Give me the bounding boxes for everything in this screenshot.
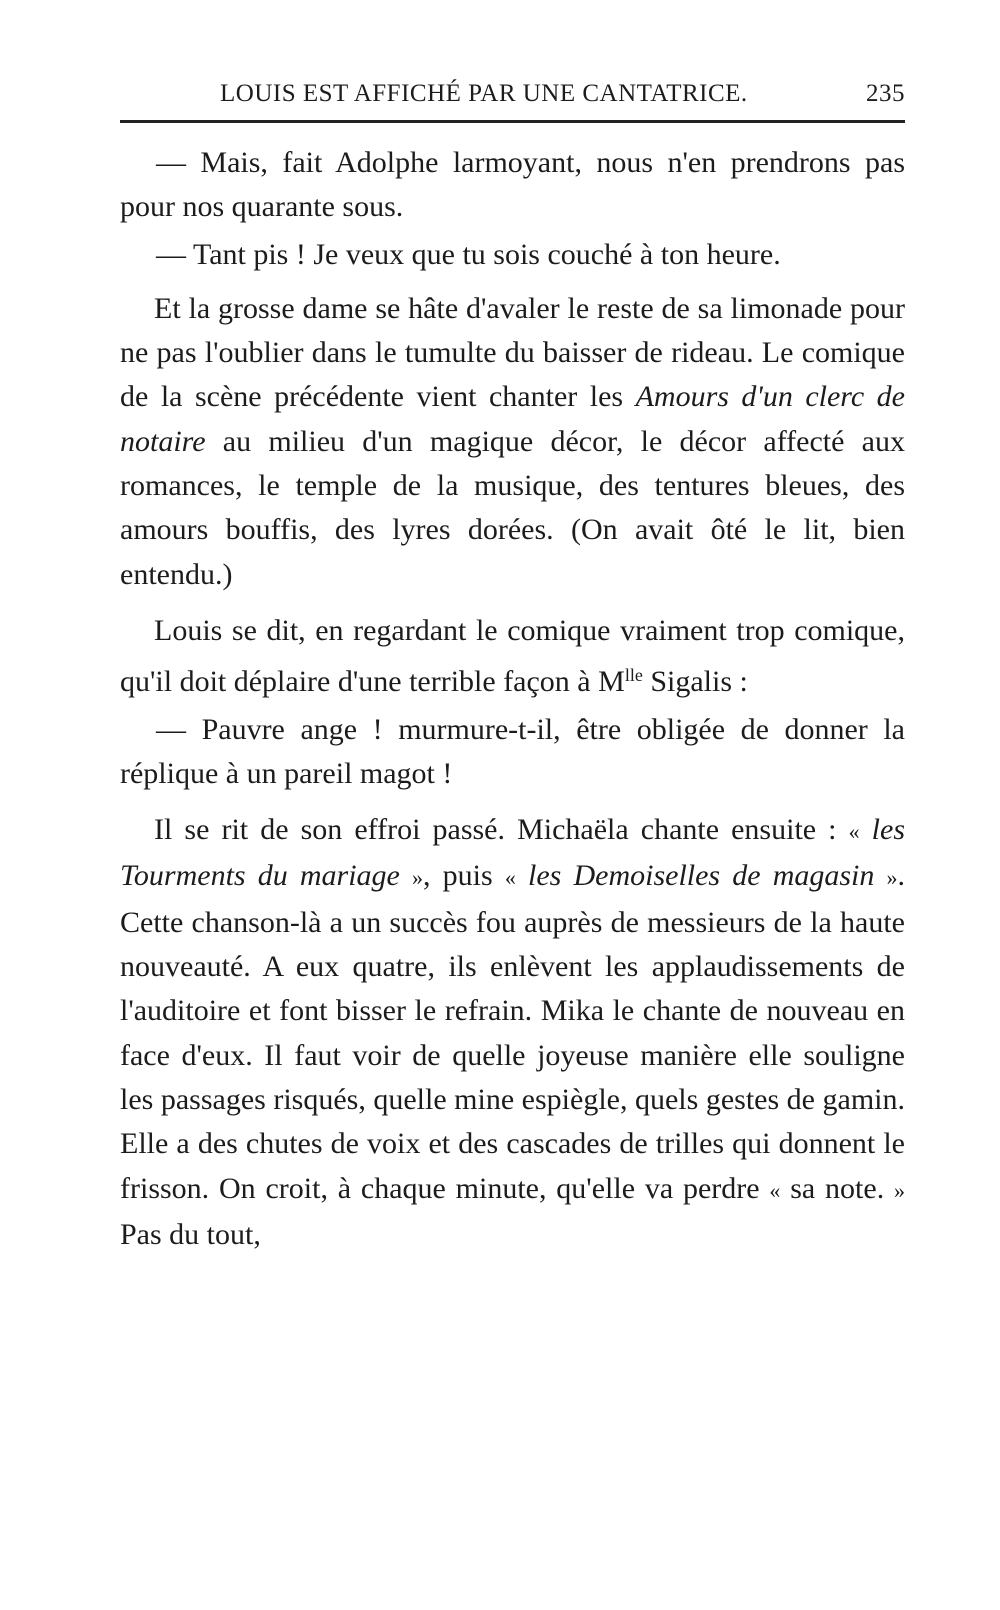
page-body: [120, 141, 905, 1257]
page-number: 235: [866, 80, 905, 107]
paragraph-6-between: , puis: [423, 859, 505, 893]
song-title-tourments: les Tourments du mariage: [120, 813, 905, 893]
close-quote-1: »: [412, 865, 424, 891]
running-head: [120, 72, 905, 112]
song-title-demoiselles: les Demoiselles de magasin: [528, 859, 875, 893]
open-quote-1: «: [848, 819, 860, 845]
header-rule: [120, 120, 905, 123]
paragraph-4-text: Louis se dit, en regardant le comique vraiment trop comique, qu'il doit déplaire d'une terrible façon à: [120, 613, 905, 699]
quoted-phrase: sa note.: [790, 1171, 885, 1205]
paragraph-6: [120, 808, 905, 1257]
paragraph-3: [120, 287, 905, 597]
song-title-amours: Amours d'un clerc de notaire: [120, 380, 905, 458]
honorific-superscript: lle: [624, 665, 643, 686]
running-title: LOUIS EST AFFICHÉ PAR UNE CANTATRICE.: [220, 80, 748, 107]
close-quote-3: »: [894, 1177, 906, 1203]
paragraph-3-text-a: Et la grosse dame se hâte d'avaler le reste de sa limonade pour ne pas l'oublier dans le tumulte du baisser de rideau. Le comique de la scène précédente vient chanter les: [120, 291, 905, 414]
paragraph-3-text-b: au milieu d'un magique décor, le décor affecté aux romances, le temple de la musique, des tentures bleues, des amours bouffis, des lyres dorées. (On avait ôté le lit, bien entendu.): [120, 424, 905, 591]
paragraph-2: — Tant pis ! Je veux que tu sois couché à ton heure.: [156, 237, 781, 271]
paragraph-1: — Mais, fait Adolphe larmoyant, nous n'en prendrons pas pour nos quarante sous.: [120, 146, 905, 224]
open-quote-3: «: [769, 1177, 781, 1203]
sigalis-name: Sigalis :: [642, 665, 748, 699]
paragraph-5: — Pauvre ange ! murmure-t-il, être obligée de donner la réplique à un pareil magot !: [120, 712, 905, 790]
book-page: [120, 72, 905, 1257]
paragraph-4: [120, 609, 905, 705]
paragraph-6-ending: Pas du tout,: [120, 1217, 261, 1251]
paragraph-6-rest: . Cette chanson-là a un succès fou auprès de messieurs de la haute nouveauté. A eux quatre, ils enlèvent les applaudissements de l'auditoire et font bisser le refrain. Mika le chante de nouveau en face d'eux. Il faut voir de quelle joyeuse manière elle souligne les passages risqués, quelle mine espiègle, quels gestes de gamin. Elle a des chutes de voix et des cascades de trilles qui donnent le frisson. On croit, à chaque minute, qu'elle va perdre: [120, 859, 906, 1205]
paragraph-6-intro: Il se rit de son effroi passé. Michaëla chante ensuite :: [154, 813, 849, 847]
open-quote-2: «: [504, 865, 516, 891]
close-quote-2: »: [886, 865, 898, 891]
honorific: M: [598, 665, 625, 699]
